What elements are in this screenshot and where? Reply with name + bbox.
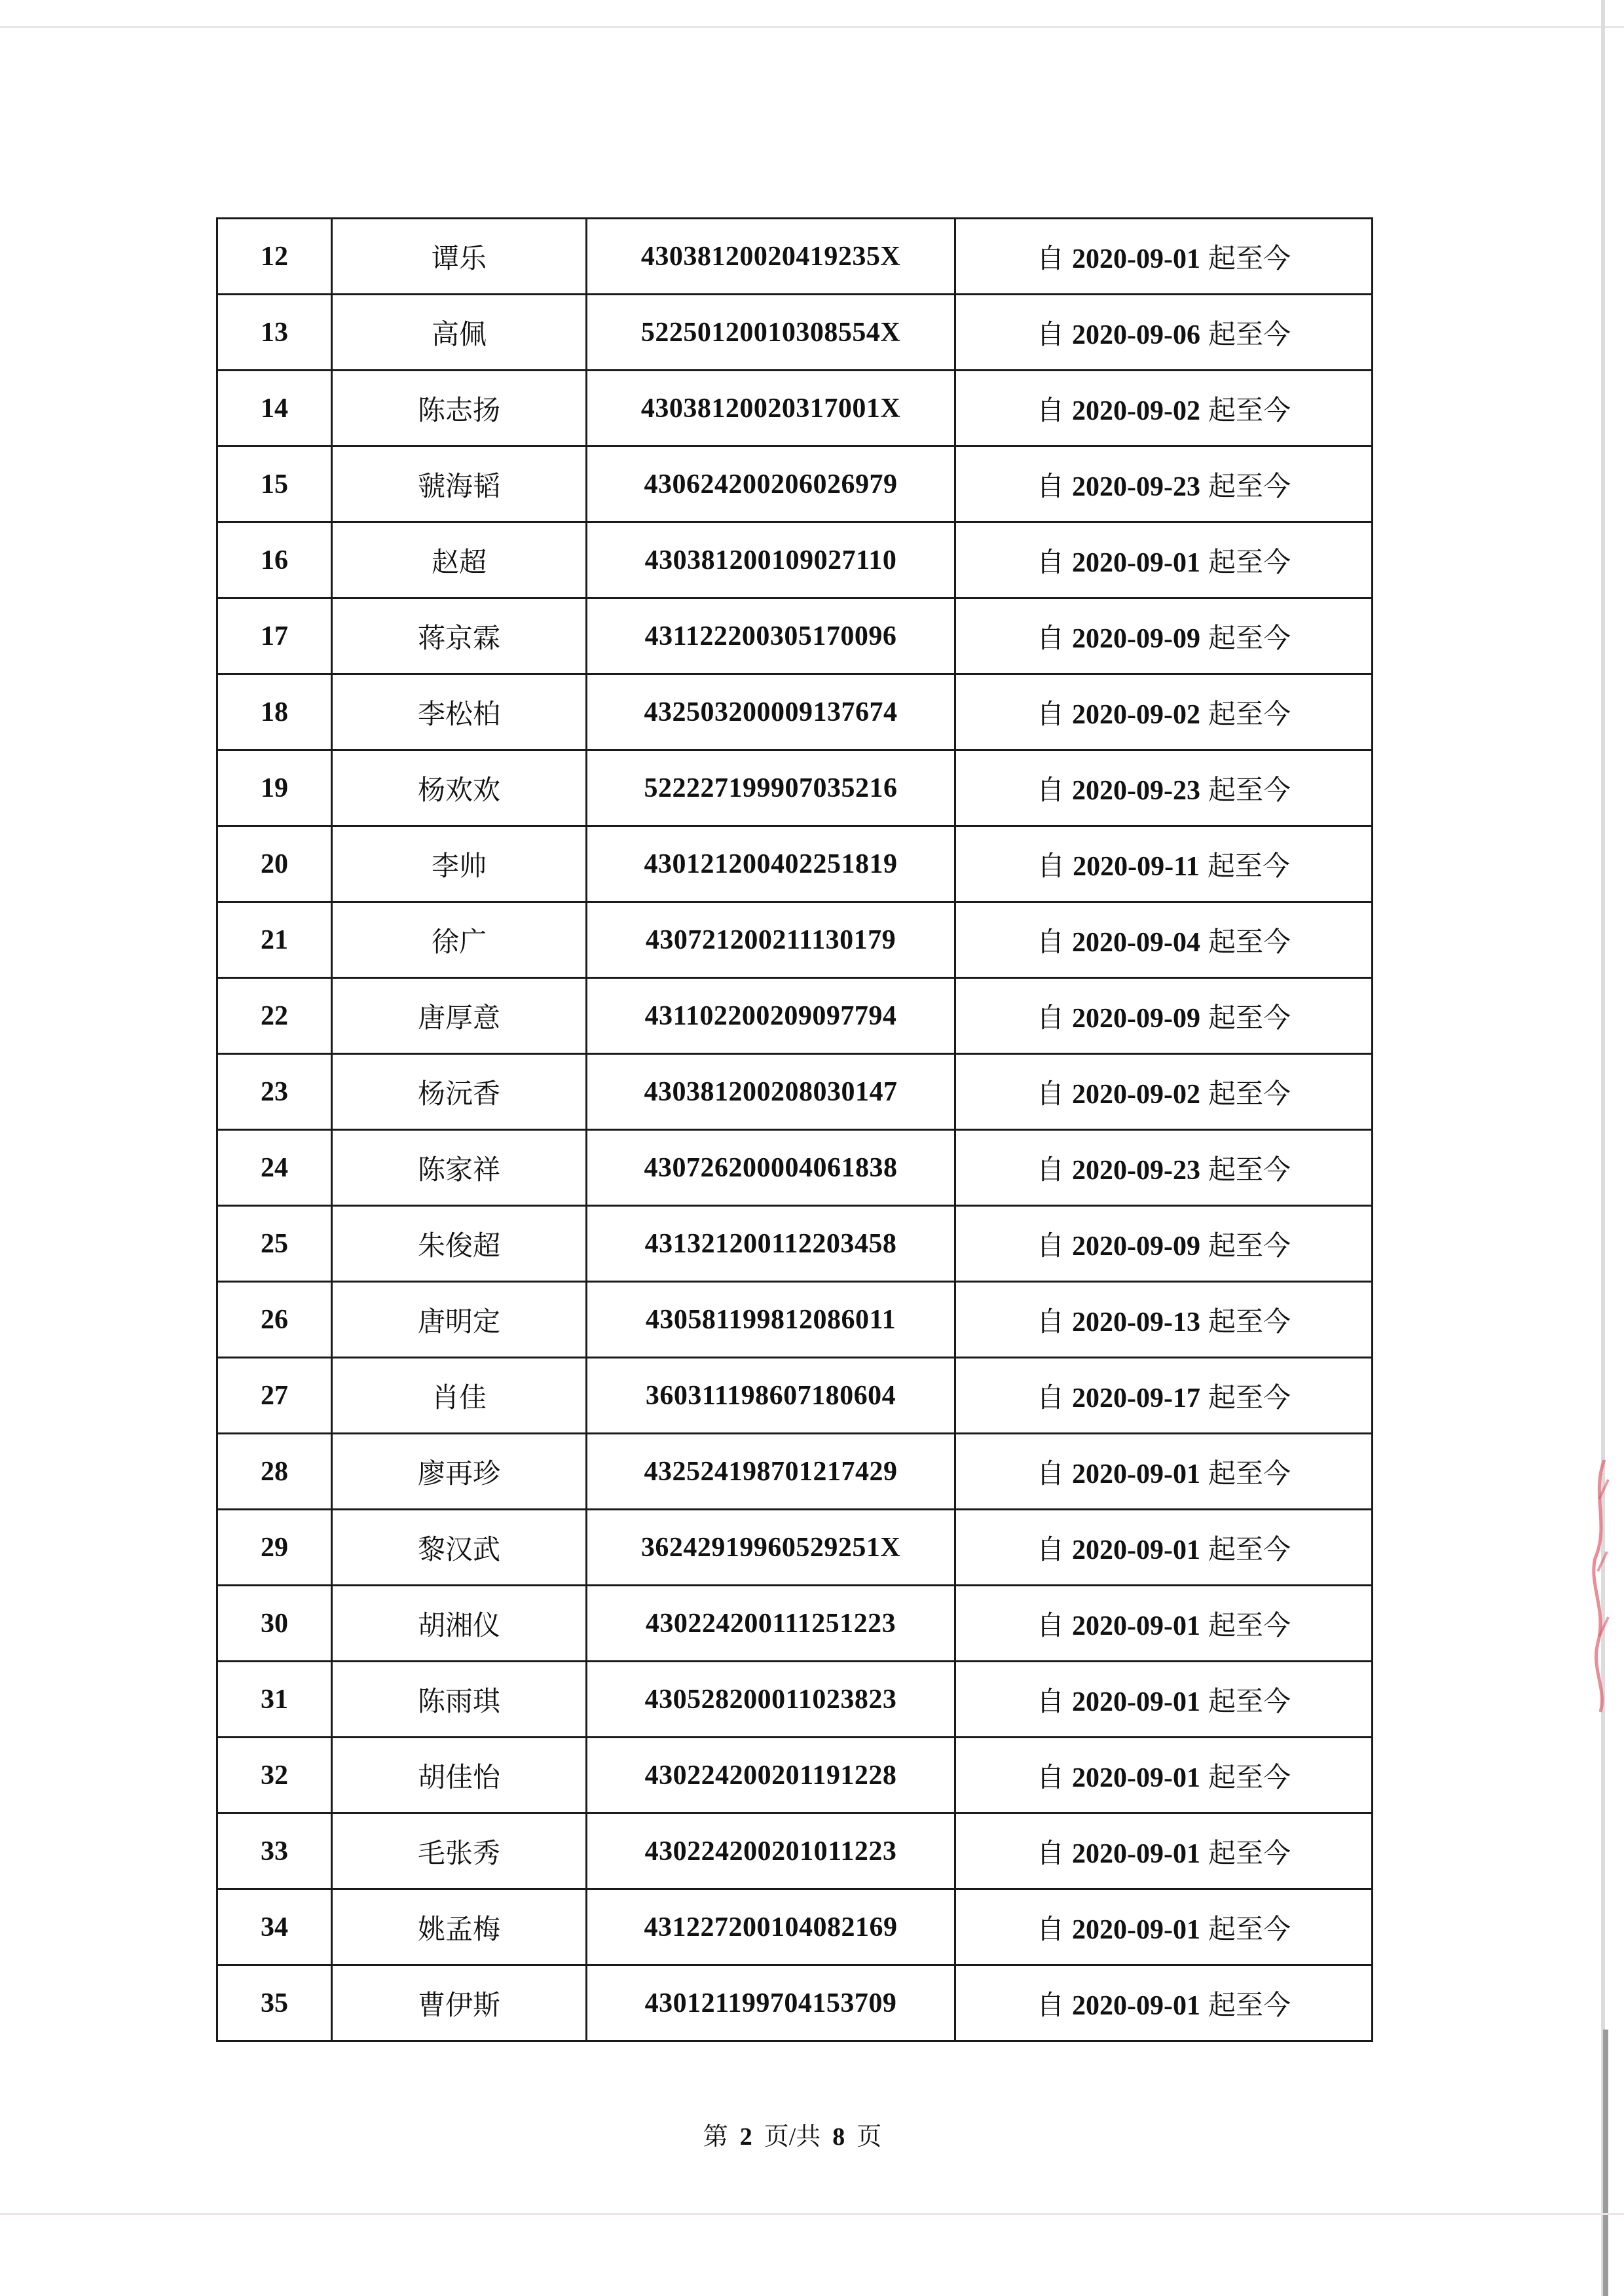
table-body	[217, 219, 1373, 2041]
row-id-number: 430528200011023823	[587, 1662, 955, 1738]
date-prefix: 自	[1036, 545, 1064, 578]
date-suffix: 起至今	[1208, 1077, 1291, 1110]
row-date-range	[955, 1206, 1373, 1282]
row-date-range	[955, 1738, 1373, 1813]
row-index: 30	[217, 1586, 332, 1662]
date-suffix: 起至今	[1208, 1988, 1291, 2021]
date-prefix: 自	[1036, 1912, 1064, 1945]
row-date-range	[955, 674, 1373, 750]
row-name: 胡湘仪	[332, 1586, 587, 1662]
row-name: 徐广	[332, 902, 587, 978]
row-date-range	[955, 1965, 1373, 2041]
date-prefix: 自	[1036, 1001, 1064, 1034]
date-suffix: 起至今	[1208, 1001, 1291, 1034]
table-row	[217, 750, 1373, 826]
date-prefix: 自	[1036, 242, 1064, 274]
row-id-number: 430381200109027110	[587, 522, 955, 598]
row-index: 20	[217, 826, 332, 902]
row-id-number: 522227199907035216	[587, 750, 955, 826]
row-name: 杨欢欢	[332, 750, 587, 826]
row-date-range	[955, 1889, 1373, 1965]
row-name: 曹伊斯	[332, 1965, 587, 2041]
date-value: 2020-09-23	[1072, 775, 1200, 806]
date-value: 2020-09-06	[1072, 319, 1200, 350]
date-suffix: 起至今	[1208, 621, 1291, 654]
row-date-range	[955, 522, 1373, 598]
row-id-number: 430381200208030147	[587, 1054, 955, 1130]
date-suffix: 起至今	[1208, 545, 1291, 578]
date-prefix: 自	[1036, 925, 1064, 958]
date-value: 2020-09-02	[1072, 699, 1200, 730]
table-row	[217, 371, 1373, 446]
date-prefix: 自	[1036, 773, 1064, 806]
row-index: 19	[217, 750, 332, 826]
footer-total-pages: 8	[832, 2123, 845, 2151]
date-suffix: 起至今	[1208, 697, 1291, 730]
table-row	[217, 1510, 1373, 1586]
scan-edge-shadow	[1603, 2030, 1608, 2296]
row-id-number: 36242919960529251X	[587, 1510, 955, 1586]
row-index: 33	[217, 1813, 332, 1889]
row-id-number: 430224200201011223	[587, 1813, 955, 1889]
date-suffix: 起至今	[1207, 849, 1290, 882]
date-suffix: 起至今	[1208, 469, 1291, 502]
date-value: 2020-09-17	[1072, 1383, 1200, 1413]
table-row	[217, 219, 1373, 295]
table-row	[217, 1282, 1373, 1358]
row-index: 35	[217, 1965, 332, 2041]
row-index: 21	[217, 902, 332, 978]
footer-page-number: 2	[739, 2123, 752, 2151]
date-prefix: 自	[1036, 1988, 1064, 2021]
date-value: 2020-09-01	[1072, 244, 1200, 274]
row-index: 13	[217, 295, 332, 371]
table-row	[217, 826, 1373, 902]
date-prefix: 自	[1036, 1381, 1064, 1413]
date-prefix: 自	[1036, 1229, 1064, 1262]
row-index: 17	[217, 598, 332, 674]
date-prefix: 自	[1036, 1609, 1064, 1641]
date-value: 2020-09-01	[1072, 1762, 1200, 1793]
date-suffix: 起至今	[1208, 1533, 1291, 1565]
row-index: 16	[217, 522, 332, 598]
date-suffix: 起至今	[1208, 1912, 1291, 1945]
row-id-number: 52250120010308554X	[587, 295, 955, 371]
date-prefix: 自	[1036, 1153, 1064, 1186]
table-row	[217, 522, 1373, 598]
row-date-range	[955, 1054, 1373, 1130]
table-row	[217, 674, 1373, 750]
row-id-number: 430224200111251223	[587, 1586, 955, 1662]
date-prefix: 自	[1036, 1533, 1064, 1565]
row-index: 24	[217, 1130, 332, 1206]
footer-suffix: 页	[857, 2123, 882, 2151]
table-row	[217, 1586, 1373, 1662]
row-id-number: 431102200209097794	[587, 978, 955, 1054]
row-id-number: 430624200206026979	[587, 446, 955, 522]
date-value: 2020-09-01	[1072, 1914, 1200, 1945]
date-prefix: 自	[1037, 849, 1065, 882]
date-prefix: 自	[1036, 469, 1064, 502]
row-name: 谭乐	[332, 219, 587, 295]
row-name: 高佩	[332, 295, 587, 371]
page-footer	[0, 2116, 1585, 2152]
row-date-range	[955, 978, 1373, 1054]
row-date-range	[955, 1130, 1373, 1206]
footer-prefix: 第	[703, 2123, 728, 2151]
row-index: 23	[217, 1054, 332, 1130]
table-row	[217, 1130, 1373, 1206]
row-date-range	[955, 1434, 1373, 1510]
row-index: 29	[217, 1510, 332, 1586]
row-index: 18	[217, 674, 332, 750]
row-date-range	[955, 219, 1373, 295]
date-value: 2020-09-01	[1072, 1686, 1200, 1717]
row-id-number: 431227200104082169	[587, 1889, 955, 1965]
scan-edge	[1601, 0, 1605, 2296]
date-value: 2020-09-09	[1072, 1231, 1200, 1262]
date-suffix: 起至今	[1208, 393, 1291, 426]
date-suffix: 起至今	[1208, 1836, 1291, 1869]
date-suffix: 起至今	[1208, 773, 1291, 806]
date-prefix: 自	[1036, 1305, 1064, 1338]
row-date-range	[955, 1813, 1373, 1889]
table-row	[217, 1054, 1373, 1130]
row-id-number: 430121200402251819	[587, 826, 955, 902]
row-id-number: 430726200004061838	[587, 1130, 955, 1206]
row-date-range	[955, 1586, 1373, 1662]
date-value: 2020-09-04	[1072, 927, 1200, 958]
row-id-number: 360311198607180604	[587, 1358, 955, 1434]
table-row	[217, 1206, 1373, 1282]
date-value: 2020-09-23	[1072, 471, 1200, 502]
row-name: 李帅	[332, 826, 587, 902]
row-index: 26	[217, 1282, 332, 1358]
table-row	[217, 1662, 1373, 1738]
row-name: 蒋京霖	[332, 598, 587, 674]
row-name: 姚孟梅	[332, 1889, 587, 1965]
date-suffix: 起至今	[1208, 1305, 1291, 1338]
table-row	[217, 1738, 1373, 1813]
table-row	[217, 295, 1373, 371]
table-row	[217, 978, 1373, 1054]
date-suffix: 起至今	[1208, 242, 1291, 274]
record-table	[216, 217, 1373, 2042]
row-index: 14	[217, 371, 332, 446]
date-value: 2020-09-01	[1072, 1459, 1200, 1489]
page-bottom-rule	[0, 2213, 1624, 2215]
row-name: 陈志扬	[332, 371, 587, 446]
date-suffix: 起至今	[1208, 1153, 1291, 1186]
date-value: 2020-09-02	[1072, 395, 1200, 426]
row-index: 31	[217, 1662, 332, 1738]
row-date-range	[955, 902, 1373, 978]
row-index: 32	[217, 1738, 332, 1813]
page-top-rule	[0, 26, 1624, 28]
row-index: 27	[217, 1358, 332, 1434]
date-value: 2020-09-01	[1072, 547, 1200, 578]
row-name: 廖再珍	[332, 1434, 587, 1510]
row-date-range	[955, 371, 1373, 446]
date-prefix: 自	[1036, 1685, 1064, 1717]
table-row	[217, 446, 1373, 522]
row-name: 李松柏	[332, 674, 587, 750]
row-index: 25	[217, 1206, 332, 1282]
row-id-number: 430224200201191228	[587, 1738, 955, 1813]
row-date-range	[955, 295, 1373, 371]
row-index: 22	[217, 978, 332, 1054]
date-prefix: 自	[1036, 393, 1064, 426]
date-suffix: 起至今	[1208, 1229, 1291, 1262]
footer-middle: 页/共	[764, 2123, 821, 2151]
row-id-number: 430121199704153709	[587, 1965, 955, 2041]
date-value: 2020-09-11	[1073, 851, 1200, 882]
row-name: 陈家祥	[332, 1130, 587, 1206]
row-date-range	[955, 1358, 1373, 1434]
date-suffix: 起至今	[1208, 318, 1291, 350]
row-name: 黎汉武	[332, 1510, 587, 1586]
row-id-number: 430721200211130179	[587, 902, 955, 978]
date-suffix: 起至今	[1208, 1457, 1291, 1489]
row-index: 12	[217, 219, 332, 295]
table-row	[217, 1965, 1373, 2041]
date-value: 2020-09-01	[1072, 1838, 1200, 1869]
row-index: 15	[217, 446, 332, 522]
row-date-range	[955, 826, 1373, 902]
row-id-number: 43038120020317001X	[587, 371, 955, 446]
row-name: 杨沅香	[332, 1054, 587, 1130]
date-value: 2020-09-01	[1072, 1535, 1200, 1565]
row-index: 34	[217, 1889, 332, 1965]
date-prefix: 自	[1036, 1760, 1064, 1793]
date-value: 2020-09-23	[1072, 1155, 1200, 1186]
row-id-number: 432503200009137674	[587, 674, 955, 750]
date-value: 2020-09-01	[1072, 1990, 1200, 2021]
date-prefix: 自	[1036, 1457, 1064, 1489]
date-prefix: 自	[1036, 1077, 1064, 1110]
row-id-number: 431122200305170096	[587, 598, 955, 674]
row-name: 赵超	[332, 522, 587, 598]
date-value: 2020-09-02	[1072, 1079, 1200, 1110]
table-row	[217, 1358, 1373, 1434]
row-index: 28	[217, 1434, 332, 1510]
row-name: 朱俊超	[332, 1206, 587, 1282]
date-prefix: 自	[1036, 697, 1064, 730]
table-row	[217, 1434, 1373, 1510]
row-id-number: 430581199812086011	[587, 1282, 955, 1358]
row-id-number: 431321200112203458	[587, 1206, 955, 1282]
date-suffix: 起至今	[1208, 1381, 1291, 1413]
row-date-range	[955, 598, 1373, 674]
table-row	[217, 1889, 1373, 1965]
table-row	[217, 902, 1373, 978]
row-date-range	[955, 1282, 1373, 1358]
row-name: 唐厚意	[332, 978, 587, 1054]
row-name: 毛张秀	[332, 1813, 587, 1889]
row-name: 唐明定	[332, 1282, 587, 1358]
date-prefix: 自	[1036, 318, 1064, 350]
date-prefix: 自	[1036, 1836, 1064, 1869]
row-name: 虢海韬	[332, 446, 587, 522]
row-date-range	[955, 446, 1373, 522]
red-seal-fragment	[1585, 1453, 1611, 1715]
row-name: 肖佳	[332, 1358, 587, 1434]
row-name: 胡佳怡	[332, 1738, 587, 1813]
row-name: 陈雨琪	[332, 1662, 587, 1738]
row-date-range	[955, 1662, 1373, 1738]
date-suffix: 起至今	[1208, 1685, 1291, 1717]
date-suffix: 起至今	[1208, 925, 1291, 958]
date-value: 2020-09-09	[1072, 1003, 1200, 1034]
date-prefix: 自	[1036, 621, 1064, 654]
date-value: 2020-09-09	[1072, 623, 1200, 654]
date-suffix: 起至今	[1208, 1609, 1291, 1641]
table-row	[217, 598, 1373, 674]
row-date-range	[955, 1510, 1373, 1586]
date-value: 2020-09-01	[1072, 1611, 1200, 1641]
row-id-number: 43038120020419235X	[587, 219, 955, 295]
date-suffix: 起至今	[1208, 1760, 1291, 1793]
date-value: 2020-09-13	[1072, 1307, 1200, 1338]
row-id-number: 432524198701217429	[587, 1434, 955, 1510]
table-row	[217, 1813, 1373, 1889]
row-date-range	[955, 750, 1373, 826]
